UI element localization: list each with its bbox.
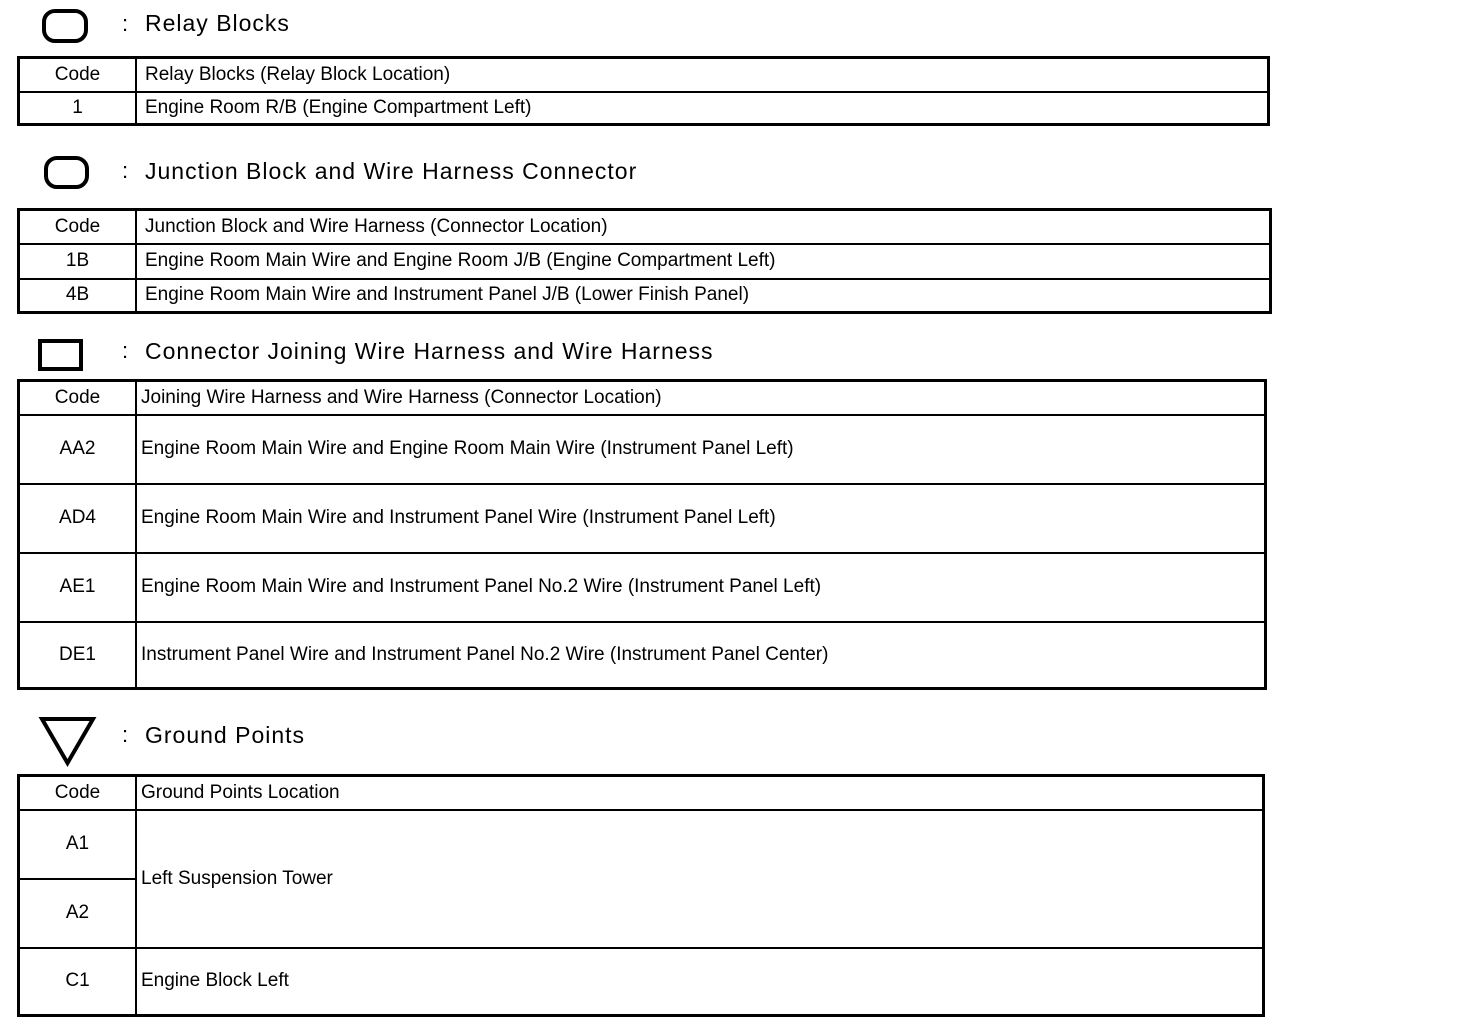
code-cell: 4B <box>19 279 137 313</box>
heading-colon: : <box>122 158 129 183</box>
desc-cell: Engine Room Main Wire and Instrument Panel J/B (Lower Finish Panel) <box>136 279 1271 313</box>
code-cell: 1B <box>19 244 137 279</box>
header-code-cell: Code <box>19 381 137 415</box>
section-heading-connector-joining <box>0 332 1300 372</box>
code-cell: C1 <box>19 948 137 1016</box>
header-desc-cell: Junction Block and Wire Harness (Connector Location) <box>136 210 1271 244</box>
desc-cell: Instrument Panel Wire and Instrument Panel No.2 Wire (Instrument Panel Center) <box>136 622 1266 689</box>
section-title: Relay Blocks <box>145 10 290 36</box>
desc-cell: Engine Room Main Wire and Instrument Panel Wire (Instrument Panel Left) <box>136 484 1266 553</box>
junction-block-table <box>17 208 1272 314</box>
header-desc-cell: Ground Points Location <box>136 776 1264 810</box>
code-cell: AD4 <box>19 484 137 553</box>
table-row <box>19 622 1266 689</box>
table-row <box>19 553 1266 622</box>
table-row <box>19 279 1271 313</box>
table-header-row <box>19 210 1271 244</box>
connector-joining-table <box>17 379 1267 690</box>
table-row <box>19 244 1271 279</box>
table-header-row <box>19 776 1264 810</box>
header-desc-cell: Joining Wire Harness and Wire Harness (Connector Location) <box>136 381 1266 415</box>
heading-colon: : <box>122 722 129 747</box>
rounded-rectangle-icon <box>44 156 89 189</box>
table-row <box>19 415 1266 484</box>
code-cell: 1 <box>19 92 137 125</box>
rectangle-icon <box>38 339 83 371</box>
header-code-cell: Code <box>19 776 137 810</box>
desc-cell: Engine Room Main Wire and Engine Room J/B (Engine Compartment Left) <box>136 244 1271 279</box>
header-desc-cell: Relay Blocks (Relay Block Location) <box>136 58 1269 92</box>
desc-cell: Engine Room R/B (Engine Compartment Left) <box>136 92 1269 125</box>
table-row <box>19 948 1264 1016</box>
ground-triangle-icon <box>38 716 98 768</box>
code-cell: AE1 <box>19 553 137 622</box>
header-code-cell: Code <box>19 58 137 92</box>
section-heading-relay-blocks <box>0 4 1300 44</box>
rounded-rectangle-icon <box>42 9 88 43</box>
table-row <box>19 810 1264 879</box>
code-cell: A1 <box>19 810 137 879</box>
section-heading-junction-block <box>0 152 1300 192</box>
table-header-row <box>19 381 1266 415</box>
desc-cell: Left Suspension Tower <box>136 810 1264 948</box>
heading-colon: : <box>122 11 129 36</box>
desc-cell: Engine Room Main Wire and Instrument Panel No.2 Wire (Instrument Panel Left) <box>136 553 1266 622</box>
relay-blocks-table <box>17 56 1270 126</box>
header-code-cell: Code <box>19 210 137 244</box>
section-title: Connector Joining Wire Harness and Wire Harness <box>145 338 714 364</box>
code-cell: A2 <box>19 879 137 948</box>
table-row <box>19 484 1266 553</box>
desc-cell: Engine Block Left <box>136 948 1264 1016</box>
section-heading-ground-points <box>0 716 1300 756</box>
code-cell: DE1 <box>19 622 137 689</box>
heading-colon: : <box>122 338 129 363</box>
desc-cell: Engine Room Main Wire and Engine Room Main Wire (Instrument Panel Left) <box>136 415 1266 484</box>
table-header-row <box>19 58 1269 92</box>
section-title: Junction Block and Wire Harness Connector <box>145 158 638 184</box>
section-title: Ground Points <box>145 722 306 748</box>
code-cell: AA2 <box>19 415 137 484</box>
ground-points-table <box>17 774 1265 1017</box>
table-row <box>19 92 1269 125</box>
